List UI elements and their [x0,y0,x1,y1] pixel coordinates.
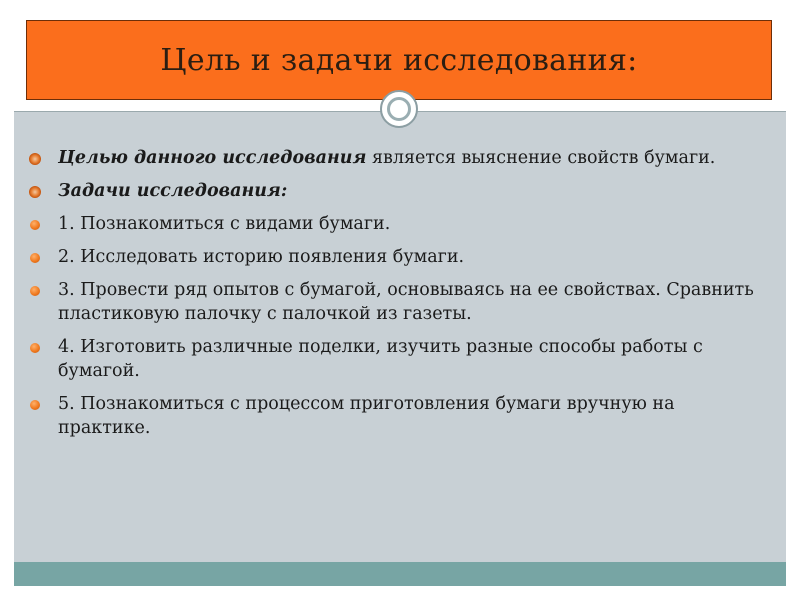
list-item [30,245,770,269]
item-text: 5. Познакомиться с процессом приготовления бумаги вручную на практике. [58,394,675,438]
title-box [26,20,772,100]
item-emphasis: Целью данного исследования [58,148,367,168]
slide-content [14,112,786,562]
item-text: 1. Познакомиться с видами бумаги. [58,214,391,234]
bullet-marker-icon [30,286,40,296]
list-item [30,392,770,440]
item-text: 2. Исследовать историю появления бумаги. [58,247,465,267]
bullet-marker-icon [29,153,41,165]
slide [14,14,786,586]
list-item [30,335,770,383]
slide-title: Цель и задачи исследования: [160,42,638,78]
footer-band [14,562,786,586]
circle-ornament-icon [380,90,418,128]
bullet-marker-icon [30,220,40,230]
item-text: 4. Изготовить различные поделки, изучить разные способы работы с бумагой. [58,337,703,381]
bullet-marker-icon [30,253,40,263]
bullet-marker-icon [30,400,40,410]
bullet-marker-icon [29,186,41,198]
bullet-list [30,146,770,449]
list-item [30,146,770,170]
list-item [30,278,770,326]
bullet-marker-icon [30,343,40,353]
item-text: 3. Провести ряд опытов с бумагой, основываясь на ее свойствах. Сравнить пластиковую палочку с палочкой из газеты. [58,280,754,324]
list-item [30,212,770,236]
item-emphasis: Задачи исследования: [58,181,288,201]
item-text: является выяснение свойств бумаги. [366,148,716,168]
list-item [30,179,770,203]
